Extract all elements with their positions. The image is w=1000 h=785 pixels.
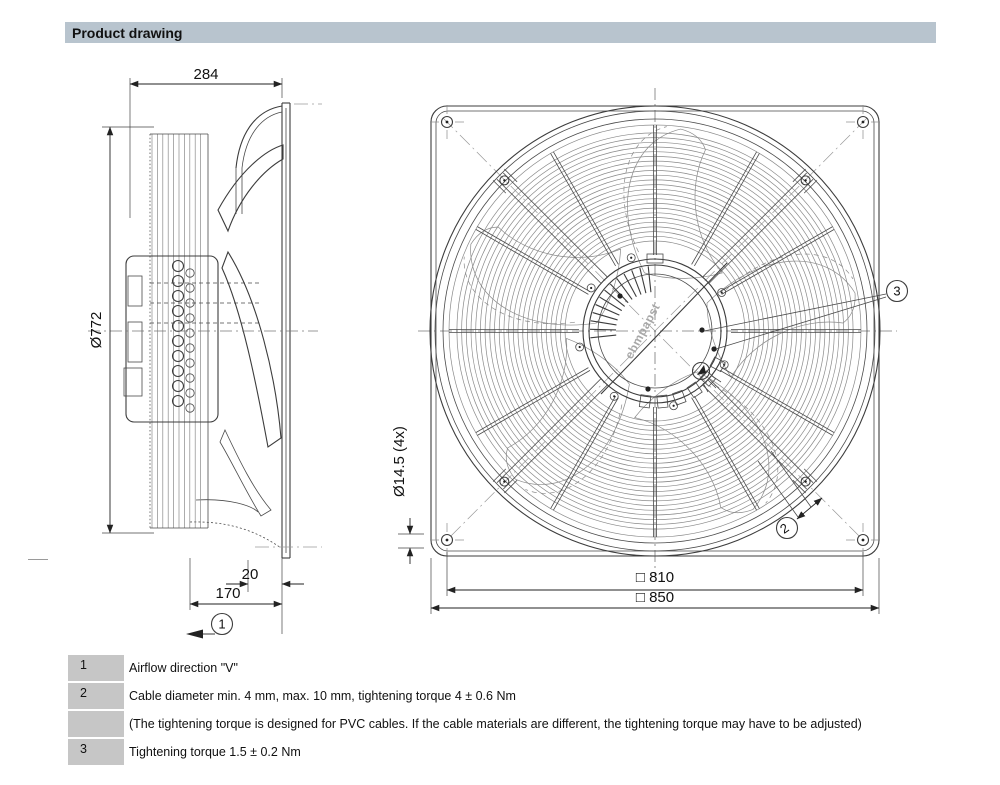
callout-airflow bbox=[186, 614, 233, 639]
table-row bbox=[68, 739, 935, 765]
dim-square-inner-label: □ 810 bbox=[635, 569, 675, 586]
front-view bbox=[418, 88, 897, 575]
dim-width-label: 284 bbox=[193, 66, 219, 83]
airflow-arrow-icon bbox=[186, 630, 203, 639]
row-number: 3 bbox=[68, 739, 124, 765]
side-view-dimensions bbox=[88, 66, 304, 639]
table-row bbox=[68, 683, 935, 709]
side-blades bbox=[218, 145, 283, 516]
ground-symbol-icon bbox=[693, 363, 722, 393]
row-text: Airflow direction "V" bbox=[129, 661, 238, 675]
table-row bbox=[68, 655, 935, 681]
dim-hole-label: Ø14.5 (4x) bbox=[391, 426, 408, 497]
hub-screws bbox=[576, 254, 729, 410]
side-shaft-stack bbox=[173, 261, 195, 413]
row-text: Cable diameter min. 4 mm, max. 10 mm, tightening torque 4 ± 0.6 Nm bbox=[129, 689, 516, 703]
callout-cable-label: 2 bbox=[777, 520, 792, 537]
row-text: Tightening torque 1.5 ± 0.2 Nm bbox=[129, 745, 301, 759]
notes-table bbox=[68, 655, 935, 767]
row-text: (The tightening torque is designed for PVC cables. If the cable materials are different, the tightening torque may have to be adjusted) bbox=[129, 717, 862, 731]
dim-diameter-label: Ø772 bbox=[88, 311, 105, 349]
dim-depth-label: 170 bbox=[215, 585, 241, 602]
side-motor bbox=[124, 256, 262, 422]
page-title: Product drawing bbox=[72, 24, 183, 41]
dim-square-outer-label: □ 850 bbox=[635, 589, 675, 606]
side-view bbox=[88, 103, 322, 558]
dim-step-label: 20 bbox=[241, 566, 259, 583]
callout-airflow-label: 1 bbox=[218, 616, 226, 632]
row-number: 2 bbox=[68, 683, 124, 709]
hub-logo-text: ebmpapst bbox=[622, 301, 663, 362]
motor-hub bbox=[576, 254, 729, 410]
row-number bbox=[68, 711, 124, 737]
side-wall-plate bbox=[282, 103, 290, 558]
table-row bbox=[68, 711, 935, 737]
row-number: 1 bbox=[68, 655, 124, 681]
callout-torque-label: 3 bbox=[893, 283, 901, 299]
